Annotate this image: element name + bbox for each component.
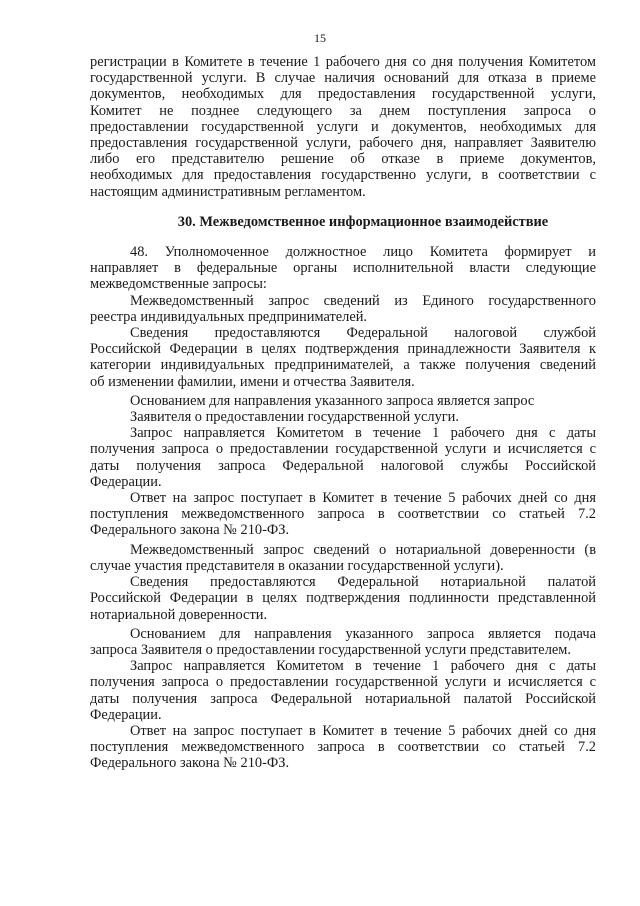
text-line: государственной услуги. В случае наличия оснований для отказа в приеме bbox=[90, 70, 596, 87]
page-content bbox=[90, 54, 596, 772]
paragraph bbox=[90, 626, 596, 658]
text-line: Межведомственный запрос сведений из Единого государственного bbox=[130, 292, 596, 309]
text-line: Федерального закона № 210-ФЗ. bbox=[90, 522, 290, 539]
text-line: Сведения предоставляются Федеральной нотариальной палатой bbox=[130, 574, 596, 591]
text-line: межведомственные запросы: bbox=[90, 276, 267, 293]
text-line: Межведомственный запрос сведений о нотариальной доверенности (в bbox=[130, 541, 596, 558]
text-line: Ответ на запрос поступает в Комитет в течение 5 рабочих дней со дня bbox=[130, 490, 596, 507]
text-line: Комитет не позднее следующего за днем поступления запроса о bbox=[90, 102, 596, 119]
text-line: 48. Уполномоченное должностное лицо Комитета формирует и bbox=[130, 244, 596, 261]
text-line: регистрации в Комитете в течение 1 рабочего дня со дня получения Комитетом bbox=[90, 54, 596, 70]
text-line: поступления межведомственного запроса в соответствии со статьей 7.2 bbox=[90, 739, 596, 756]
text-line: Федерального закона № 210-ФЗ. bbox=[90, 755, 290, 772]
text-line: реестра индивидуальных предпринимателей. bbox=[90, 308, 368, 325]
paragraph bbox=[90, 409, 596, 425]
section-heading: 30. Межведомственное информационное взаимодействие bbox=[177, 213, 549, 230]
text-line: Российской Федерации в целях подтверждения принадлежности Заявителя к bbox=[90, 341, 596, 358]
page-number: 15 bbox=[314, 31, 326, 45]
text-line: категории индивидуальных предпринимателей, а также получения сведений bbox=[90, 357, 596, 374]
text-line: настоящим административным регламентом. bbox=[90, 183, 366, 200]
text-line: Основанием для направления указанного запроса является запрос bbox=[130, 392, 535, 409]
paragraph bbox=[90, 393, 596, 409]
text-line: даты получения запроса Федеральной нотариальной палатой Российской bbox=[90, 690, 596, 707]
text-line: направляет в федеральные органы исполнительной власти следующие bbox=[90, 260, 596, 277]
text-line: Запрос направляется Комитетом в течение 1 рабочего дня с даты bbox=[130, 658, 596, 675]
paragraph bbox=[90, 574, 596, 623]
text-line: необходимых для предоставления государственно услуги, в соответствии с bbox=[90, 167, 596, 184]
paragraph bbox=[90, 325, 596, 390]
text-line: Федерации. bbox=[90, 706, 162, 723]
text-line: Заявителя о предоставлении государственной услуги. bbox=[130, 409, 459, 426]
text-line: Сведения предоставляются Федеральной налоговой службой bbox=[130, 325, 596, 342]
text-line: случае участия представителя в оказании государственной услуги). bbox=[90, 557, 504, 574]
text-line: Российской Федерации в целях подтверждения подлинности представленной bbox=[90, 590, 596, 607]
text-line: предоставления государственной услуги, рабочего дня, направляет Заявителю bbox=[90, 135, 596, 152]
text-line: получения запроса о предоставлении государственной услуги и исчисляется с bbox=[90, 674, 596, 691]
text-line: получения запроса о предоставлении государственной услуги и исчисляется с bbox=[90, 441, 596, 458]
text-line: даты получения запроса Федеральной налоговой службы Российской bbox=[90, 457, 596, 474]
paragraph bbox=[90, 490, 596, 539]
text-line: нотариальной доверенности. bbox=[90, 606, 268, 623]
text-line: документов, необходимых для предоставления государственной услуги, bbox=[90, 86, 596, 103]
text-line: запроса Заявителя о предоставлении государственной услуги представителем. bbox=[90, 641, 571, 658]
text-line: предоставлении государственной услуги и документов, необходимых для bbox=[90, 118, 596, 135]
text-line: Основанием для направления указанного запроса является подача bbox=[130, 625, 596, 642]
text-line: Ответ на запрос поступает в Комитет в течение 5 рабочих дней со дня bbox=[130, 722, 596, 739]
text-line: Запрос направляется Комитетом в течение 1 рабочего дня с даты bbox=[130, 425, 596, 442]
paragraph bbox=[90, 658, 596, 723]
text-line: поступления межведомственного запроса в соответствии со статьей 7.2 bbox=[90, 506, 596, 523]
text-line: либо его представителю решение об отказе в приеме документов, bbox=[90, 151, 596, 168]
text-line: Федерации. bbox=[90, 473, 162, 490]
paragraph bbox=[90, 425, 596, 490]
paragraph bbox=[90, 293, 596, 325]
paragraph bbox=[90, 542, 596, 574]
paragraph-48 bbox=[90, 244, 596, 293]
paragraph bbox=[90, 723, 596, 772]
intro-paragraph bbox=[90, 54, 596, 200]
text-line: об изменении фамилии, имени и отчества Заявителя. bbox=[90, 373, 415, 390]
